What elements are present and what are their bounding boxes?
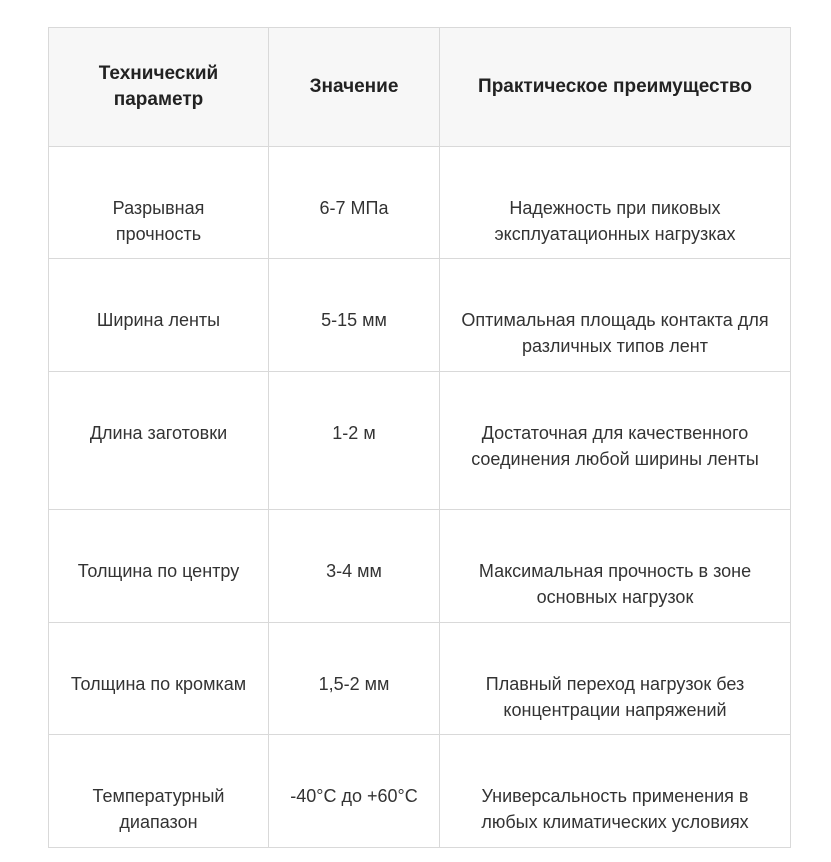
specs-table-container	[48, 27, 791, 848]
cell-benefit: Надежность при пиковых эксплуатационных нагрузках	[440, 147, 791, 259]
cell-value: -40°C до +60°C	[269, 735, 440, 848]
cell-value: 1-2 м	[269, 372, 440, 510]
table-row	[49, 510, 791, 623]
cell-value: 5-15 мм	[269, 259, 440, 372]
table-row	[49, 372, 791, 510]
header-value: Значение	[269, 28, 440, 147]
cell-benefit: Плавный переход нагрузок без концентрации напряжений	[440, 623, 791, 735]
table-row	[49, 147, 791, 259]
cell-benefit: Достаточная для качественного соединения любой ширины ленты	[440, 372, 791, 510]
cell-benefit: Максимальная прочность в зоне основных нагрузок	[440, 510, 791, 623]
cell-benefit: Универсальность применения в любых климатических условиях	[440, 735, 791, 848]
cell-parameter: Толщина по центру	[49, 510, 269, 623]
cell-value: 6-7 МПа	[269, 147, 440, 259]
table-row	[49, 623, 791, 735]
table-row	[49, 735, 791, 848]
cell-parameter: Разрывная прочность	[49, 147, 269, 259]
cell-parameter: Ширина ленты	[49, 259, 269, 372]
specs-table	[48, 27, 791, 848]
cell-parameter: Толщина по кромкам	[49, 623, 269, 735]
table-row	[49, 259, 791, 372]
header-parameter: Технический параметр	[49, 28, 269, 147]
cell-parameter: Температурный диапазон	[49, 735, 269, 848]
cell-value: 3-4 мм	[269, 510, 440, 623]
table-header-row	[49, 28, 791, 147]
cell-benefit: Оптимальная площадь контакта для различных типов лент	[440, 259, 791, 372]
cell-value: 1,5-2 мм	[269, 623, 440, 735]
cell-parameter: Длина заготовки	[49, 372, 269, 510]
header-benefit: Практическое преимущество	[440, 28, 791, 147]
